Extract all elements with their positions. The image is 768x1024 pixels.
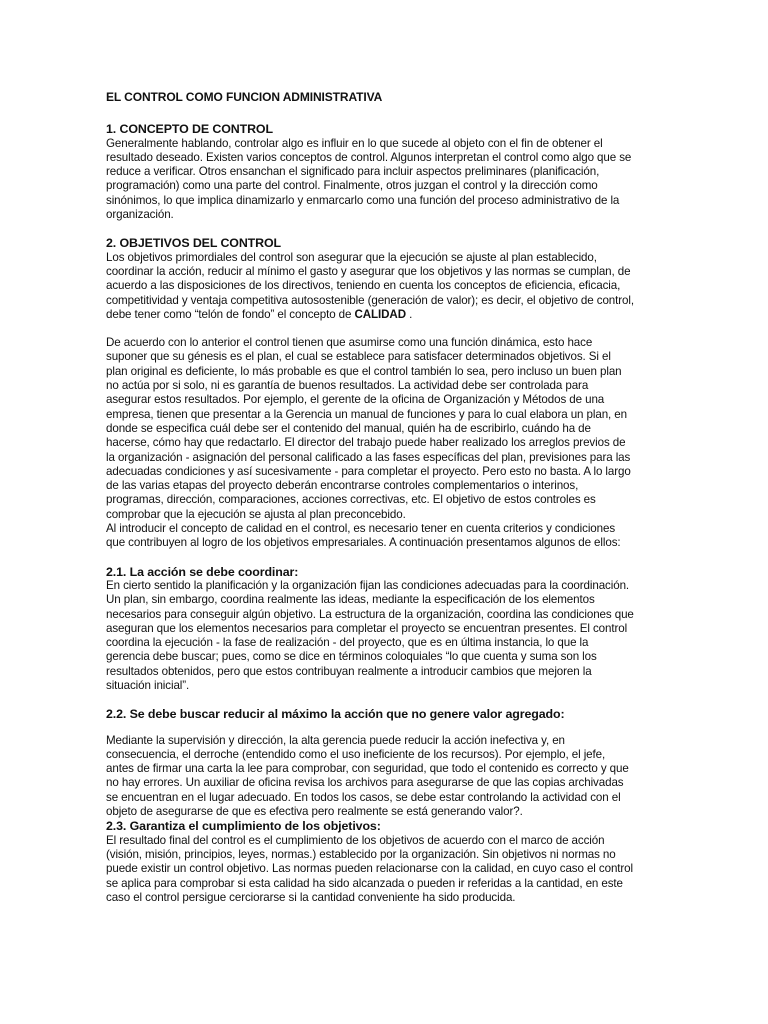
section-2-3-heading: 2.3. Garantiza el cumplimiento de los objetivos: xyxy=(106,819,381,834)
section-1-paragraph: Generalmente hablando, controlar algo es influir en lo que sucede al objeto con el fin de obtener el resultado deseado. Existen varios conceptos de control. Algunos interpretan el control como algo que se reduce a verificar. Otros ensanchan el significado para incluir aspectos preliminares (planificación, programación) como una parte del control. Finalmente, otros juzgan el control y la dirección como sinónimos, lo que implica dinamizarlo y enmarcarlo como una función del proceso administrativo de la organización. xyxy=(106,136,632,222)
document-title: EL CONTROL COMO FUNCION ADMINISTRATIVA xyxy=(106,90,383,104)
section-2-3-paragraph: El resultado final del control es el cumplimiento de los objetivos de acuerdo con el marco de acción (visión, misión, principios, leyes, normas.) establecido por la organización. Sin objetivos ni normas no puede existir un control objetivo. Las normas pueden relacionarse con la calidad, en cuyo caso el control se aplica para comprobar si esta calidad ha sido alcanzada o pueden ir referidas a la cantidad, en este caso el control persigue cerciorarse si la cantidad conveniente ha sido producida. xyxy=(106,833,633,904)
calidad-emphasis: CALIDAD xyxy=(354,307,406,321)
document-page xyxy=(106,90,634,905)
section-2-paragraph-2: De acuerdo con lo anterior el control tienen que asumirse como una función dinámica, esto hace suponer que su génesis es el plan, el cual se establece para satisfacer determinados objetivos. Si el plan original es deficiente, lo más probable es que el control también lo sea, pero incluso un buen plan no actúa por si solo, ni es garantía de buenos resultados. La actividad debe ser controlada para asegurar estos resultados. Por ejemplo, el gerente de la oficina de Organización y Métodos de una empresa, tienen que presentar a la Gerencia un manual de funciones y para lo cual elabora un plan, en donde se especifica cuál debe ser el contenido del manual, quién ha de escribirlo, cuándo ha de hacerse, cómo hay que redactarlo. El director del trabajo puede haber realizado los arreglos previos de la organización - asignación del personal calificado a las fases específicas del plan, previsiones para las adecuadas condiciones y así sucesivamente - para completar el proyecto. Pero esto no basta. A lo largo de las varias etapas del proyecto deberán encontrarse controles complementarios o interinos, programas, dirección, comparaciones, acciones correctivas, etc. El objetivo de estos controles es comprobar que la ejecución se ajusta al plan preconcebido. xyxy=(106,336,631,521)
section-1-heading: 1. CONCEPTO DE CONTROL xyxy=(106,122,273,137)
section-2-paragraph xyxy=(106,251,634,322)
spacer xyxy=(106,551,634,565)
section-2-2-paragraph: Mediante la supervisión y dirección, la alta gerencia puede reducir la acción inefectiva y, en consecuencia, el derroche (entendido como el uso ineficiente de los recursos). Por ejemplo, el jefe, antes de firmar una carta la lee para comprobar, con seguridad, que todo el contenido es correcto y que no hay errores. Un auxiliar de oficina revisa los archivos para asegurarse de que las copias archivadas se encuentran en el lugar adecuado. En todos los casos, se debe estar controlando la actividad con el objeto de asegurarse de que es efectiva pero realmente se está generando valor?. xyxy=(106,733,629,819)
spacer xyxy=(106,322,634,336)
spacer xyxy=(106,222,634,236)
section-2-text: Los objetivos primordiales del control son asegurar que la ejecución se ajuste al plan establecido, coordinar la acción, reducir al mínimo el gasto y asegurar que los objetivos y las normas se cumplan, de acuerdo a las disposiciones de los directivos, teniendo en cuenta los conceptos de eficiencia, eficacia, competitividad y ventaja competitiva autosostenible (generación de valor); es decir, el objetivo de control, debe tener como “telón de fondo” el concepto de xyxy=(106,250,634,321)
spacer xyxy=(106,693,634,707)
section-2-1-paragraph: En cierto sentido la planificación y la organización fijan las condiciones adecuadas para la coordinación. Un plan, sin embargo, coordina realmente las ideas, mediante la especificación de los elementos necesarios para conseguir algún objetivo. La estructura de la organización, coordina las condiciones que aseguran que los elementos necesarios para completar el proyecto se encuentran presentes. El control coordina la ejecución - la fase de realización - del proyecto, que es en última instancia, lo que la gerencia debe buscar; pues, como se dice en términos coloquiales “lo que cuenta y suma son los resultados obtenidos, pero que estos contribuyan realmente a introducir cambios que mejoren la situación inicial”. xyxy=(106,578,634,692)
section-2-heading: 2. OBJETIVOS DEL CONTROL xyxy=(106,236,281,251)
section-2-paragraph-3: Al introducir el concepto de calidad en el control, es necesario tener en cuenta criterios y condiciones que contribuyen al logro de los objetivos empresariales. A continuación presentamos algunos de ellos: xyxy=(106,522,621,550)
section-2-2-heading: 2.2. Se debe buscar reducir al máximo la acción que no genere valor agregado: xyxy=(106,707,565,722)
section-2-text-end: . xyxy=(405,307,413,321)
section-2-1-heading: 2.1. La acción se debe coordinar: xyxy=(106,564,299,579)
